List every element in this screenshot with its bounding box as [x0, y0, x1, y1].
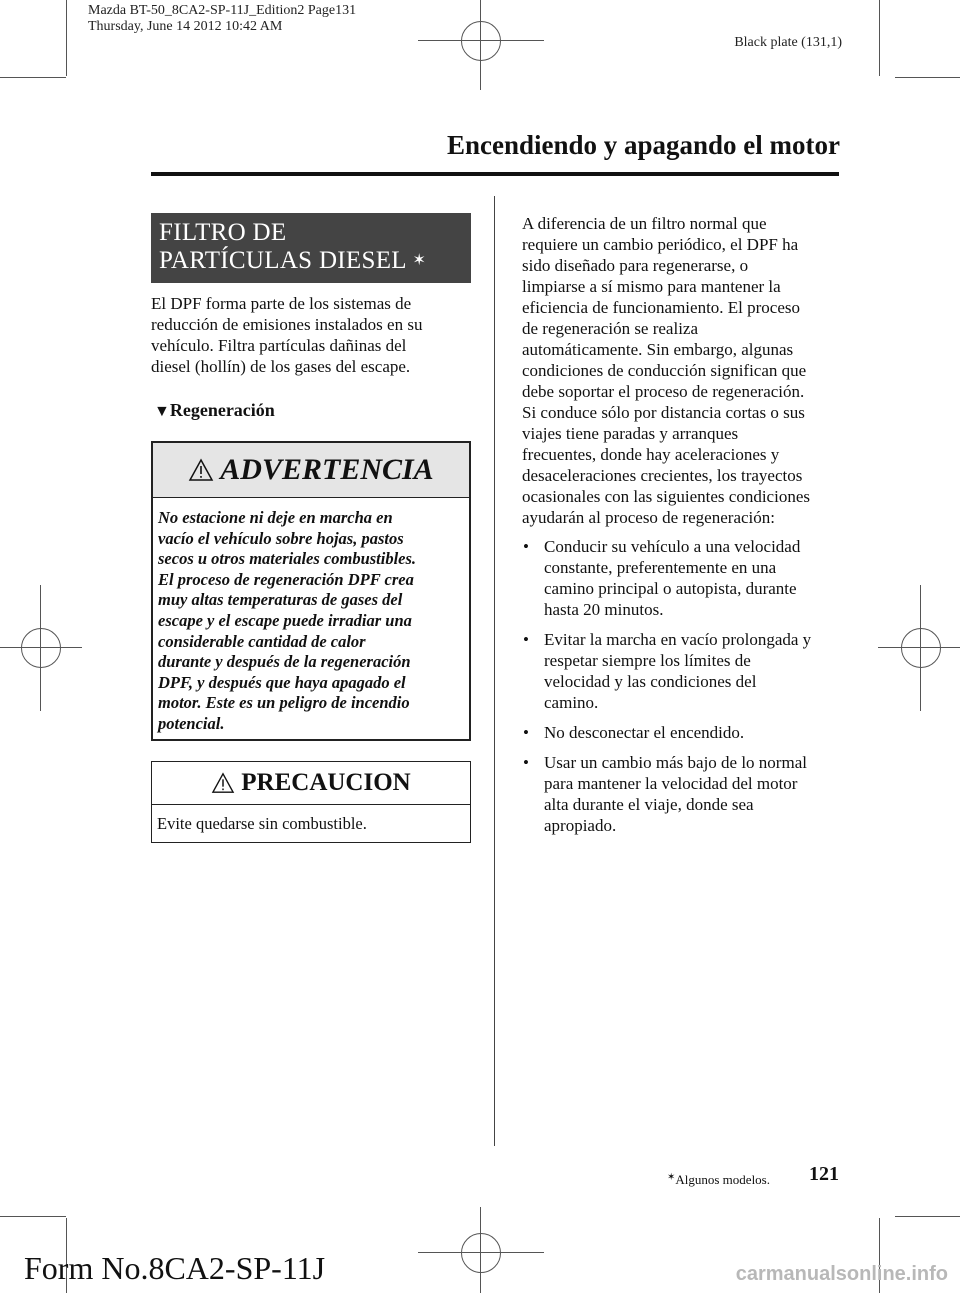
bullet-icon: •: [523, 753, 529, 772]
caution-header: [152, 762, 470, 805]
text-line: vacío el vehículo sobre hojas, pastos: [158, 528, 404, 548]
text-line: considerable cantidad de calor: [158, 631, 366, 651]
footnote: [667, 1172, 770, 1188]
registration-mark: [901, 628, 941, 668]
file-info: [88, 3, 356, 35]
section-title: Encendiendo y apagando el motor: [446, 130, 840, 160]
text-line: velocidad y las condiciones del: [544, 672, 757, 691]
text-line: constante, preferentemente en una: [544, 558, 777, 577]
text-line: respetar siempre los límites de: [544, 651, 751, 670]
text-line: camino principal o autopista, durante: [544, 579, 797, 598]
warning-box: [151, 441, 471, 741]
title-rule: [151, 172, 839, 176]
text-line: frecuentes, donde hay aceleraciones y: [522, 445, 780, 464]
file-info-line: Thursday, June 14 2012 10:42 AM: [88, 19, 283, 34]
registration-mark: [461, 1233, 501, 1273]
triangle-down-icon: ▼: [154, 403, 170, 420]
bullet-list: [520, 536, 850, 845]
warning-title: ADVERTENCIA: [220, 453, 434, 486]
star-icon: ✶: [666, 1172, 676, 1183]
text-line: Conducir su vehículo a una velocidad: [544, 537, 801, 556]
list-item: [520, 629, 850, 713]
bullet-icon: •: [523, 630, 529, 649]
text-line: ayudarán al proceso de regeneración:: [522, 508, 775, 527]
text-line: Usar un cambio más bajo de lo normal: [544, 753, 807, 772]
text-line: Si conduce sólo por distancia cortas o sus: [522, 403, 805, 422]
text-line: motor. Este es un peligro de incendio: [158, 693, 410, 713]
banner-line: PARTÍCULAS DIESEL: [159, 247, 406, 274]
registration-mark: [21, 628, 61, 668]
text-line: durante y después de la regeneración: [158, 652, 411, 672]
caution-title: PRECAUCION: [241, 769, 411, 796]
text-line: requiere un cambio periódico, el DPF ha: [522, 235, 799, 254]
text-line: ocasionales con las siguientes condiciones: [522, 487, 810, 506]
list-item: [520, 752, 850, 836]
banner-line: FILTRO DE: [159, 219, 287, 246]
subheading-text: Regeneración: [169, 400, 275, 420]
footnote-text: Algunos modelos.: [675, 1172, 770, 1187]
warning-triangle-icon: [211, 772, 235, 794]
crop-mark: [895, 77, 960, 78]
file-info-line: Mazda BT-50_8CA2-SP-11J_Edition2 Page131: [88, 3, 357, 18]
text-line: debe soportar el proceso de regeneración.: [522, 382, 805, 401]
intro-paragraph: [151, 293, 481, 377]
plate-label: Black plate (131,1): [734, 35, 842, 50]
text-line: No estacione ni deje en marcha en: [158, 508, 393, 527]
column-divider: [494, 196, 495, 1146]
text-line: de regeneración se realiza: [522, 319, 699, 338]
text-line: No desconectar el encendido.: [544, 723, 745, 742]
text-line: sido diseñado para regenerarse, o: [522, 256, 749, 275]
text-line: muy altas temperaturas de gases del: [158, 590, 403, 610]
text-line: alta durante el viaje, donde sea: [544, 795, 754, 814]
list-item: [520, 722, 850, 743]
form-number: Form No.8CA2-SP-11J: [24, 1250, 326, 1286]
text-line: Evitar la marcha en vacío prolongada y: [544, 630, 812, 649]
text-line: desaceleraciones crecientes, los trayectos: [522, 466, 803, 485]
crop-mark: [0, 77, 66, 78]
text-line: eficiencia de funcionamiento. El proceso: [522, 298, 801, 317]
text-line: hasta 20 minutos.: [544, 600, 664, 619]
text-line: diesel (hollín) de los gases del escape.: [151, 357, 411, 376]
text-line: secos u otros materiales combustibles.: [158, 549, 417, 569]
text-line: reducción de emisiones instalados en su: [151, 315, 423, 334]
text-line: automáticamente. Sin embargo, algunas: [522, 340, 794, 359]
text-line: apropiado.: [544, 816, 617, 835]
text-line: viajes tiene paradas y arranques: [522, 424, 739, 443]
text-line: para mantener la velocidad del motor: [544, 774, 798, 793]
warning-text: [153, 498, 469, 735]
page-number: 121: [809, 1163, 839, 1185]
text-line: A diferencia de un filtro normal que: [522, 214, 767, 233]
registration-mark: [461, 21, 501, 61]
crop-mark: [66, 0, 67, 76]
text-line: DPF, y después que haya apagado el: [158, 672, 406, 692]
text-line: vehículo. Filtra partículas dañinas del: [151, 336, 407, 355]
section-banner: [151, 213, 471, 283]
text-line: El DPF forma parte de los sistemas de: [151, 294, 412, 313]
crop-mark: [0, 1216, 66, 1217]
warning-header: [153, 443, 469, 498]
caution-box: [151, 761, 471, 843]
text-line: limpiarse a sí mismo para mantener la: [522, 277, 781, 296]
regeneration-paragraph: [522, 213, 852, 528]
caution-text: Evite quedarse sin combustible.: [157, 814, 367, 833]
subheading: [154, 400, 275, 421]
list-item: [520, 536, 850, 620]
bullet-icon: •: [523, 723, 529, 742]
text-line: El proceso de regeneración DPF crea: [158, 569, 414, 589]
text-line: camino.: [544, 693, 599, 712]
bullet-icon: •: [523, 537, 529, 556]
text-line: escape y el escape puede irradiar una: [158, 610, 412, 630]
crop-mark: [895, 1216, 960, 1217]
text-line: condiciones de conducción significan que: [522, 361, 807, 380]
warning-triangle-icon: [188, 458, 214, 482]
crop-mark: [879, 0, 880, 76]
star-icon: ✶: [412, 252, 427, 269]
watermark: carmanualsonline.info: [735, 1263, 948, 1285]
text-line: potencial.: [158, 713, 225, 733]
